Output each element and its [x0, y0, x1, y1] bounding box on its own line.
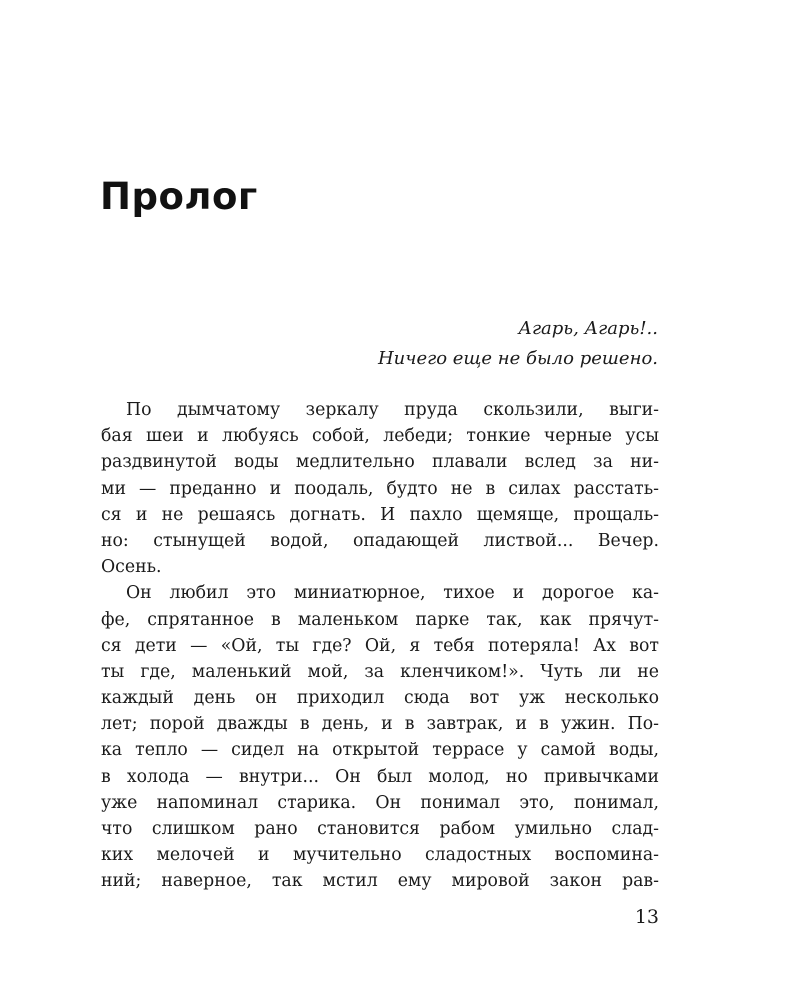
text-line: ний; наверное, так мстил ему мировой закон рав- [101, 871, 659, 892]
epigraph-line: Агарь, Агарь!.. [518, 318, 658, 339]
text-line: фе, спрятанное в маленьком парке так, как прячут- [101, 609, 659, 630]
text-line: По дымчатому зеркалу пруда скользили, выги- [126, 400, 659, 420]
text-line: ся и не решаясь догнать. И пахло щемяще, прощаль- [101, 504, 659, 525]
text-line: лет; порой дважды в день, и в завтрак, и в ужин. По- [101, 714, 659, 735]
text-line: раздвинутой воды медлительно плавали вслед за ни- [101, 452, 659, 473]
epigraph [378, 314, 658, 374]
text-line: Осень. [101, 557, 162, 578]
text-line: ты где, маленький мой, за кленчиком!». Чуть ли не [101, 661, 659, 682]
text-line: бая шеи и любуясь собой, лебеди; тонкие черные усы [101, 426, 659, 447]
text-line: ка тепло — сидел на открытой террасе у самой воды, [101, 740, 659, 761]
text-line: ми — преданно и поодаль, будто не в силах расстать- [101, 478, 659, 499]
text-line: но: стынущей водой, опадающей листвой... Вечер. [101, 530, 659, 551]
epigraph-line: Ничего еще не было решено. [377, 348, 658, 369]
text-line: Он любил это миниатюрное, тихое и дорогое ка- [126, 583, 659, 604]
text-line: ся дети — «Ой, ты где? Ой, я тебя потеряла! Ах вот [101, 635, 659, 656]
text-line: что слишком рано становится рабом умильно слад- [101, 819, 659, 839]
text-line: каждый день он приходил сюда вот уж несколько [101, 688, 659, 709]
page-number: 13 [634, 906, 659, 928]
text-line: уже напоминал старика. Он понимал это, понимал, [101, 792, 659, 813]
chapter-title: Пролог [100, 175, 258, 218]
text-line: в холода — внутри... Он был молод, но привычками [101, 766, 659, 787]
text-line: ких мелочей и мучительно сладостных воспомина- [101, 845, 659, 866]
body-text [101, 397, 659, 895]
